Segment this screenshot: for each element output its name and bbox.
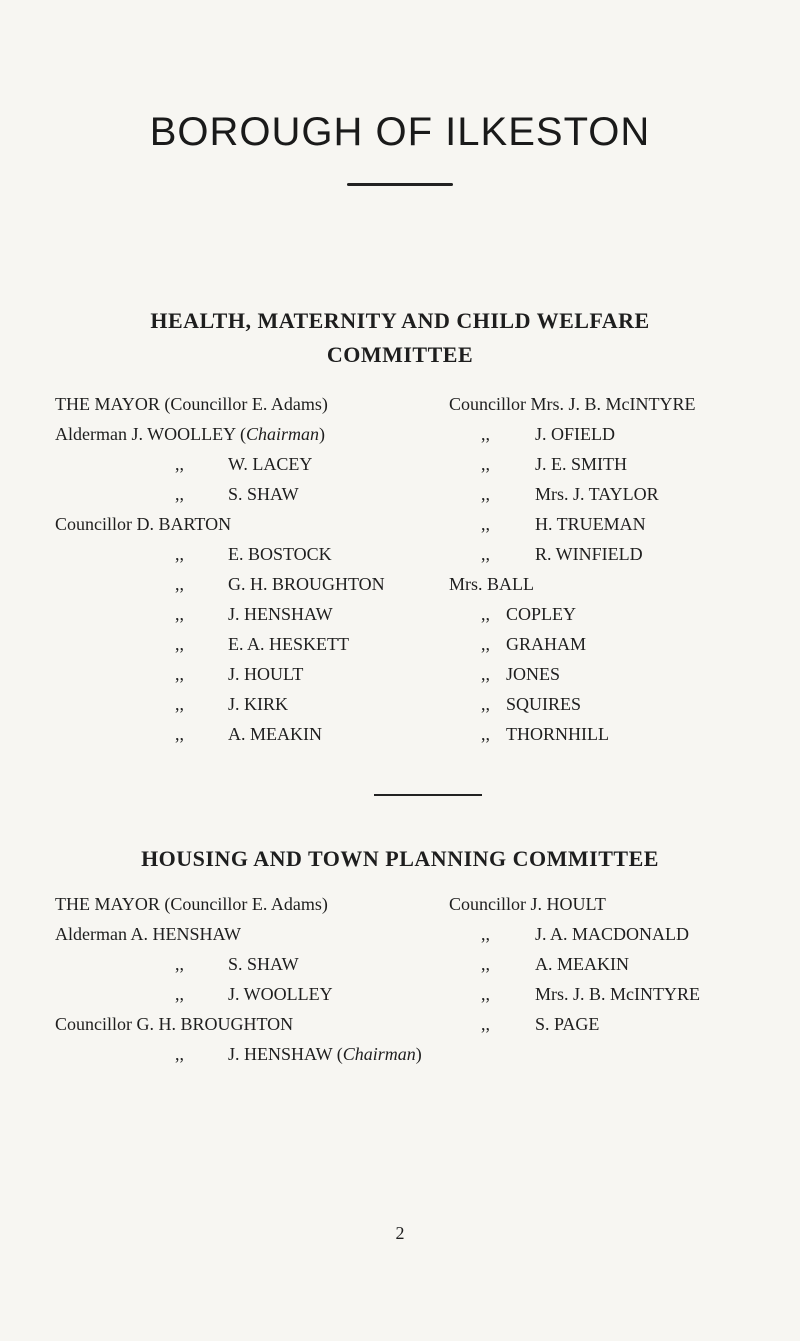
ditto-mark: ,, bbox=[481, 604, 490, 624]
chairman-label: Chairman bbox=[342, 1044, 416, 1064]
member-mrs-ditto: JONES bbox=[506, 664, 561, 684]
member-councillor-ditto: J. HENSHAW bbox=[228, 604, 333, 624]
member-alderman-name: Alderman J. WOOLLEY ( bbox=[55, 424, 246, 444]
ditto-mark: ,, bbox=[481, 694, 490, 714]
member-mrs-ditto: SQUIRES bbox=[506, 694, 582, 714]
health-committee-heading-line1: HEALTH, MATERNITY AND CHILD WELFARE bbox=[150, 308, 650, 333]
ditto-mark: ,, bbox=[481, 424, 490, 444]
member-alderman-chairman bbox=[55, 421, 325, 447]
ditto-mark: ,, bbox=[175, 604, 184, 624]
member-alderman-ditto: S. SHAW bbox=[228, 954, 299, 974]
ditto-mark: ,, bbox=[175, 1044, 184, 1064]
member-councillor-ditto: Mrs. J. B. McINTYRE bbox=[535, 984, 700, 1004]
member-mayor: THE MAYOR (Councillor E. Adams) bbox=[55, 894, 328, 914]
housing-committee-heading: HOUSING AND TOWN PLANNING COMMITTEE bbox=[141, 846, 659, 871]
member-councillor-ditto: S. PAGE bbox=[535, 1014, 600, 1034]
ditto-mark: ,, bbox=[175, 484, 184, 504]
ditto-mark: ,, bbox=[175, 454, 184, 474]
ditto-mark: ,, bbox=[481, 724, 490, 744]
member-councillor-ditto: J. KIRK bbox=[228, 694, 289, 714]
member-councillor-ditto: J. OFIELD bbox=[535, 424, 615, 444]
member-councillor-ditto: J. E. SMITH bbox=[535, 454, 628, 474]
member-councillor: Councillor G. H. BROUGHTON bbox=[55, 1014, 294, 1034]
health-committee-heading-line2: COMMITTEE bbox=[326, 342, 474, 367]
ditto-mark: ,, bbox=[175, 664, 184, 684]
ditto-mark: ,, bbox=[175, 724, 184, 744]
member-alderman-ditto: W. LACEY bbox=[228, 454, 313, 474]
ditto-mark: ,, bbox=[481, 954, 490, 974]
member-councillor-ditto: Mrs. J. TAYLOR bbox=[535, 484, 659, 504]
chairman-label: Chairman bbox=[245, 424, 319, 444]
ditto-mark: ,, bbox=[175, 954, 184, 974]
member-councillor: Councillor Mrs. J. B. McINTYRE bbox=[449, 394, 696, 414]
chairman-close: ) bbox=[318, 424, 325, 444]
member-councillor: Councillor J. HOULT bbox=[449, 894, 606, 914]
member-councillor-ditto: E. BOSTOCK bbox=[228, 544, 332, 564]
chairman-close: ) bbox=[415, 1044, 422, 1064]
ditto-mark: ,, bbox=[481, 454, 490, 474]
ditto-mark: ,, bbox=[481, 484, 490, 504]
ditto-mark: ,, bbox=[481, 984, 490, 1004]
member-councillor-ditto: A. MEAKIN bbox=[535, 954, 629, 974]
member-mrs-ditto: THORNHILL bbox=[506, 724, 609, 744]
member-alderman-ditto: J. WOOLLEY bbox=[228, 984, 333, 1004]
member-alderman: Alderman A. HENSHAW bbox=[55, 924, 242, 944]
ditto-mark: ,, bbox=[175, 984, 184, 1004]
ditto-mark: ,, bbox=[481, 664, 490, 684]
member-councillor-ditto: R. WINFIELD bbox=[535, 544, 643, 564]
member-councillor-ditto: J. HOULT bbox=[228, 664, 304, 684]
member-mayor: THE MAYOR (Councillor E. Adams) bbox=[55, 394, 328, 414]
member-councillor-ditto: A. MEAKIN bbox=[228, 724, 322, 744]
page-title: BOROUGH OF ILKESTON bbox=[149, 110, 651, 154]
member-mrs-ditto: COPLEY bbox=[506, 604, 577, 624]
ditto-mark: ,, bbox=[175, 544, 184, 564]
ditto-mark: ,, bbox=[481, 514, 490, 534]
member-alderman-ditto: S. SHAW bbox=[228, 484, 299, 504]
ditto-mark: ,, bbox=[481, 544, 490, 564]
member-councillor-chairman bbox=[228, 1041, 422, 1067]
title-rule bbox=[347, 183, 453, 186]
member-mrs: Mrs. BALL bbox=[449, 574, 534, 594]
member-councillor-ditto: J. A. MACDONALD bbox=[535, 924, 690, 944]
page-number: 2 bbox=[395, 1223, 405, 1243]
ditto-mark: ,, bbox=[175, 694, 184, 714]
member-mrs-ditto: GRAHAM bbox=[506, 634, 587, 654]
member-councillor-ditto: E. A. HESKETT bbox=[228, 634, 349, 654]
member-councillor-ditto: H. TRUEMAN bbox=[535, 514, 646, 534]
ditto-mark: ,, bbox=[481, 1014, 490, 1034]
ditto-mark: ,, bbox=[175, 634, 184, 654]
member-councillor-ditto: G. H. BROUGHTON bbox=[228, 574, 385, 594]
ditto-mark: ,, bbox=[175, 574, 184, 594]
ditto-mark: ,, bbox=[481, 634, 490, 654]
section-divider bbox=[374, 794, 482, 796]
member-councillor-ditto: J. HENSHAW ( bbox=[228, 1044, 343, 1064]
ditto-mark: ,, bbox=[481, 924, 490, 944]
member-councillor: Councillor D. BARTON bbox=[55, 514, 232, 534]
